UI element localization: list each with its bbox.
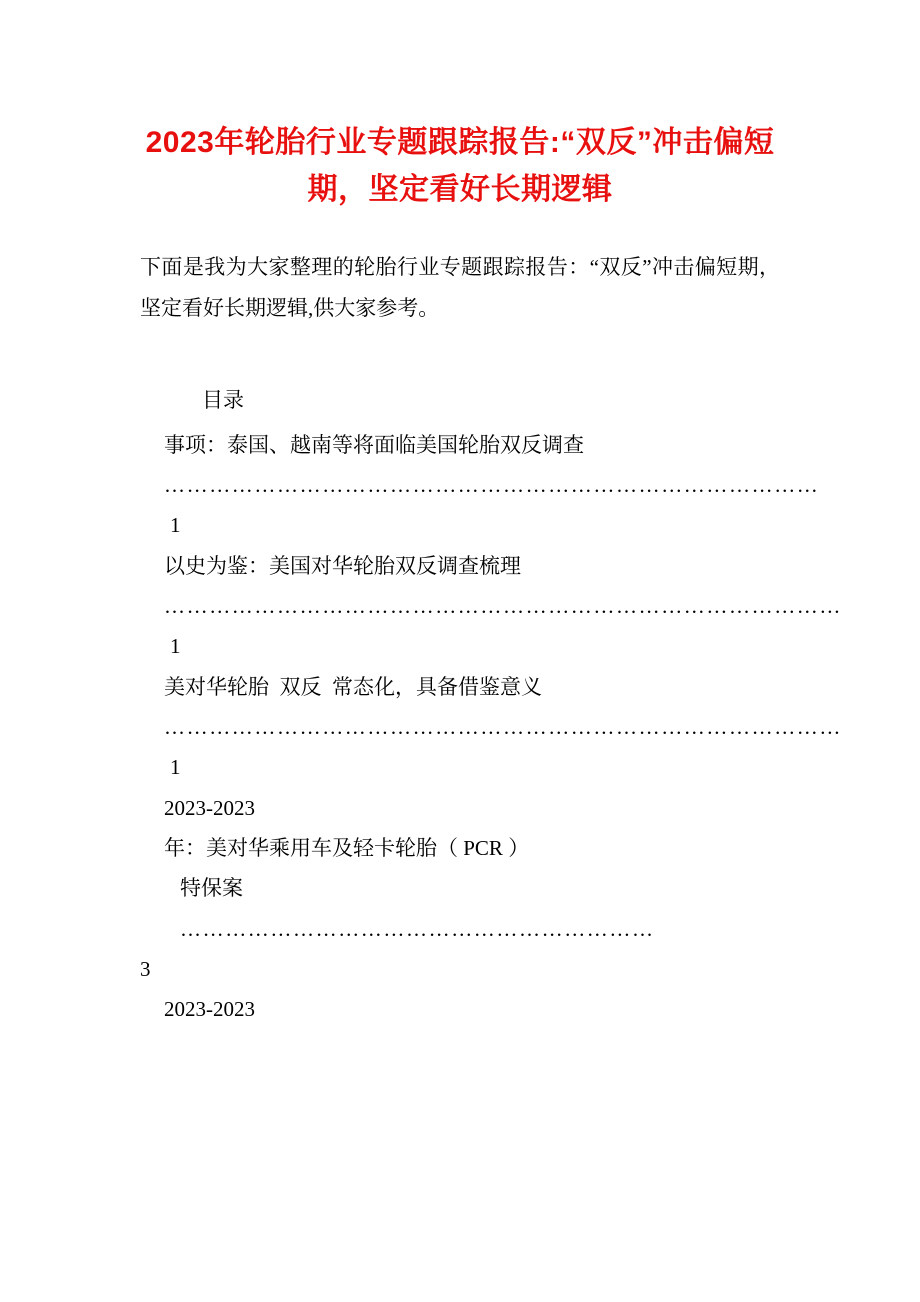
toc-entry-label: 特保案 xyxy=(180,876,243,901)
toc-heading: 目录 xyxy=(202,387,244,412)
table-of-contents xyxy=(140,425,842,1030)
toc-page-number: 1 xyxy=(170,755,181,780)
toc-entry xyxy=(140,667,780,707)
toc-leader: …………………………………………………………………………… xyxy=(164,473,820,498)
toc-entry-label: 美对华轮胎 双反 常态化，具备借鉴意义 xyxy=(164,674,542,699)
toc-entry-label: 年：美对华乘用车及轻卡轮胎（ PCR ） xyxy=(164,835,530,860)
toc-page-number: 1 xyxy=(170,634,181,659)
toc-entry xyxy=(140,546,780,586)
intro-paragraph: 下面是我为大家整理的轮胎行业专题跟踪报告：“双反”冲击偏短期，坚定看好长期逻辑,供大家参考。 xyxy=(140,255,780,320)
toc-entry-leader-line xyxy=(140,586,842,667)
toc-leader: ……………………………………………………………………………… xyxy=(164,594,842,619)
toc-entry-label: 以史为鉴：美国对华轮胎双反调查梳理 xyxy=(164,553,521,578)
toc-entry-label: 2023-2023 xyxy=(164,997,255,1022)
toc-entry-label: 事项：泰国、越南等将面临美国轮胎双反调查 xyxy=(164,432,584,457)
toc-leader: ……………………………………………………………………………… xyxy=(164,714,842,739)
toc-leader: ……………………………………………………… xyxy=(180,916,655,941)
page-title: 2023年轮胎行业专题跟踪报告:“双反”冲击偏短期，坚定看好长期逻辑 xyxy=(145,126,775,206)
toc-entry xyxy=(140,868,780,908)
toc-page-number: 1 xyxy=(170,513,181,538)
toc-entry xyxy=(140,989,780,1029)
toc-entry-leader-line xyxy=(140,707,842,788)
toc-entry xyxy=(140,788,780,828)
toc-entry xyxy=(140,425,780,465)
toc-entry-leader-line xyxy=(140,465,820,546)
toc-entry-label: 2023-2023 xyxy=(164,795,255,820)
toc-entry-leader-line xyxy=(140,909,780,949)
toc-entry xyxy=(140,828,780,868)
toc-page-number: 3 xyxy=(140,956,151,981)
